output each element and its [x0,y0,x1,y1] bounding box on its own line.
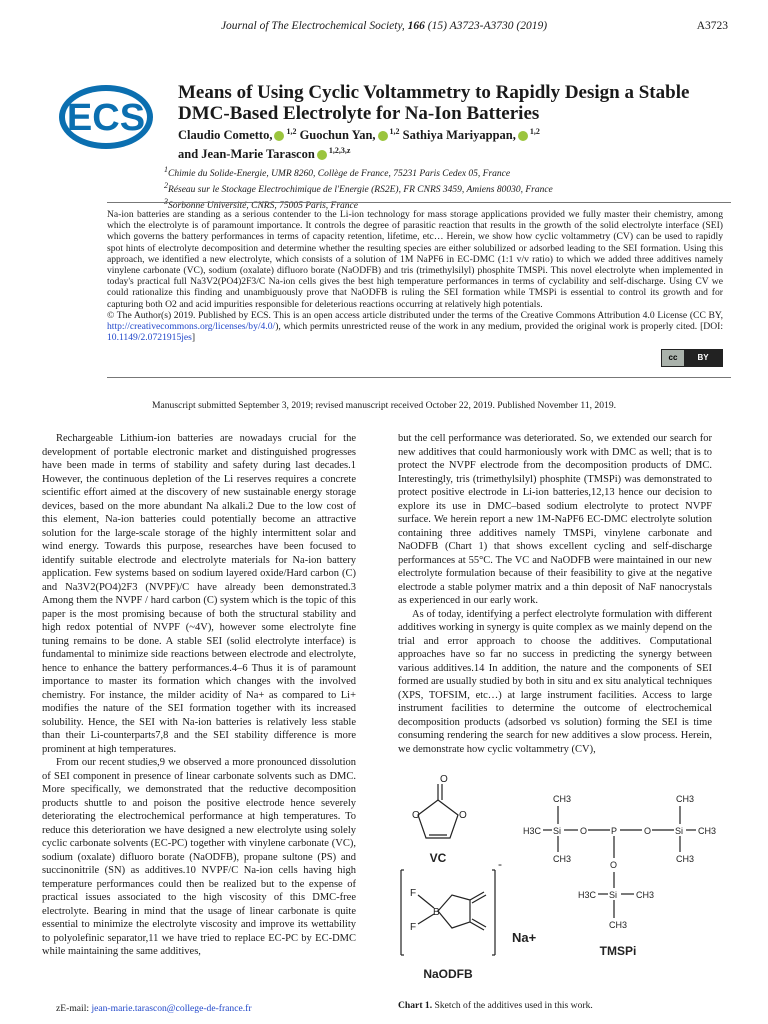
ecs-logo-text: ECS [66,97,146,139]
manuscript-dates: Manuscript submitted September 3, 2019; revised manuscript received October 22, 2019. Published November 11, 2019. [151,400,617,411]
author-3: Sathiya Mariyappan, [402,128,516,143]
figure-caption [398,1000,728,1011]
paragraph: Rechargeable Lithium-ion batteries are nowadays crucial for the development of portable electronic market and distinguished progresses have been made in terms of stability and safety during last decades.1 However, the continuous depletion of the Li reserves requires a concrete scientific effort aimed at the discovery of new sustainable energy storage devices, based on the more abundant Na alkali.2 Due to the low cost of this element, Na-ion batteries could potentially become an attractive solution for the large-scale storage of the highly intermittent solar and wind energy. Towards this purpose, researches have been focused to identify suitable electrode and electrolyte materials for Na-ion battery application. Few systems based on sodium layered oxide/Hard carbon (C) and Na3V2(PO4)2F3 (NVPF)/C have already been demonstrated.3 Among them the NVPF / hard carbon (C) system which is the topic of this paper is the most promising because of both the structural stability and high redox potential of NVPF (~4V), however some electrolyte fine tuning remains to be done. A stable SEI (solid electrolyte interface) is fundamental to minimize side reactions between electrode and electrolyte, hence to enhance the battery performances.4–6 Thus it is of paramount importance to master its formation which changes with the involved chemistry. For instance, the milder acidity of Na+ as compared to Li+ modifies the nature of the SEI formation together with its increased solubility. Hence, the SEI with Na-ion batteries is relatively less stable than their Li-counterparts7,8 and the SEI stability difference is more prominent at high temperatures. [42,433,356,755]
svg-text:CH3: CH3 [636,890,655,900]
svg-text:Si: Si [609,890,618,900]
svg-text:H3C: H3C [578,890,597,900]
svg-text:CH3: CH3 [609,920,628,930]
svg-text:CH3: CH3 [676,794,695,804]
paragraph: but the cell performance was deteriorated. So, we extended our search for new additives that could harmoniously work with DMC as well; that is to protect the NVPF electrode from the decomposition products of DMC. Interestingly, tris (trimethylsilyl) phosphite (TMSPi) was demonstrated to protect positive electrode in Li-ion batteries,12,13 hence our decision to explore its use in DMC–based sodium electrolyte to protect NVPF surface. We herein report a new 1M-NaPF6 EC-DMC electrolyte solution containing three additives namely TMSPi, vinylene carbonate and NaODFB (Chart 1) that shows excellent cycling and self-discharge performances at 55°C. The VC and NaODFB were maintained in our new electrolyte formulation because of their feasibility to give at the negative electrode a stable polymer matrix and a thin deposit of NaF nanocrystals as experienced in our early work. [398,433,712,606]
svg-text:O: O [580,826,588,836]
svg-text:CH3: CH3 [553,854,572,864]
body-column-left [42,432,356,959]
journal-name: Journal of The Electrochemical Society, [220,20,405,32]
svg-text:O: O [610,860,618,870]
author-2: Guochun Yan, [299,128,376,143]
naodfb-structure [401,857,537,981]
svg-text:O: O [644,826,652,836]
cc-icon: cc [662,350,684,366]
abstract-text: Na-ion batteries are standing as a serious contender to the Li-ion technology for mass storage applications provided we fully master their chemistry, among which the electrolyte is of paramount importance. It controls the degree of parasitic reaction that results in the growth of the solid electrolyte interface (SEI) which governs the battery performances in terms of capacity retention, lifetime, etc… Herein, we show how cyclic voltammetry (CV) can be used to rapidly spot hints of electrolyte decomposition and determine whether the resulting species are either solubilized or adsorbed leading to the SEI formation. Using this approach, we identified a new electrolyte, which consists of a solution of 1M NaPF6 in EC-DMC (1:1 v/v ratio) to which we added three additives namely vinylene carbonate (VC), sodium (oxalate) difluoro borate (NaODFB) and tris (trimethylsilyl) phosphite TMSPi. This novel electrolyte when implemented in today's practical full Na3V2(PO4)2F3/C Na-ion cells gives the best high temperature performances in terms of cyclability and self-discharge. Using CV we could rationalize this finding and unambiguously prove that NaODFB is ruling the SEI formation while TMSPi is essential to control its growth and for capturing both O2 and acid impurities responsible for deleterious reactions occurring at relatively high potentials. [107,209,723,310]
author-4: and Jean-Marie Tarascon [178,147,315,162]
svg-text:B: B [433,907,440,918]
svg-text:P: P [611,826,618,836]
svg-text:CH3: CH3 [698,826,717,836]
author-3-affil: 1,2 [529,127,540,136]
ecs-logo [56,82,156,152]
tmspi-label: TMSPi [599,944,637,958]
chart-1-structures [398,770,728,990]
svg-text:Si: Si [675,826,684,836]
svg-text:H3C: H3C [523,826,542,836]
doi-link[interactable]: 10.1149/2.0721915jes [107,332,192,344]
affiliation-2: $^2$Réseau sur le Stockage Electrochimique de l'Energie (RS2E), FR CNRS 3459, Amiens 80030, France [164,181,553,196]
orcid-icon[interactable] [274,131,284,141]
svg-text:CH3: CH3 [553,794,572,804]
affiliation-1: $^1$Chimie du Solide-Energie, UMR 8260, Collège de France, 75231 Paris Cedex 05, France [164,165,511,180]
author-4-affil: 1,2,3,z [328,146,351,156]
page-number: A3723 [696,20,728,32]
caption-label: Chart 1. [398,1000,433,1011]
svg-text:-: - [498,857,502,871]
cc-by-badge[interactable] [661,349,723,367]
affiliation-3: $^3$Sorbonne Université, CNRS, 75005 Paris, France [164,197,358,212]
svg-text:F: F [410,922,417,933]
svg-text:F: F [410,888,417,899]
by-icon: BY [684,350,722,366]
svg-text:CH3: CH3 [676,854,695,864]
abstract [107,202,731,378]
na-plus-label: Na+ [512,930,537,945]
orcid-icon[interactable] [317,150,327,160]
corresponding-email-footnote: zE-mail: jean-marie.tarascon@college-de-france.fr [56,1003,252,1014]
tmspi-structure [523,794,716,958]
journal-volume: 166 [407,20,425,32]
license-link[interactable]: http://creativecommons.org/licenses/by/4.0/ [107,321,276,333]
orcid-icon[interactable] [378,131,388,141]
svg-text:O: O [440,774,448,785]
paragraph: As of today, identifying a perfect electrolyte formulation with different additives working in synergy is quite complex as we mainly depend on the trial and error approach to choose the additives. Computational approaches have so far no success in predicting the synergy between various additives.14 In addition, the nature and the components of SEI formed are usually studied by both in situ and ex situ analytical techniques (XPS, TOFSIM, etc…) at large instrument facilities. Access to large instrument facilities to determine the outcome of electrochemical decomposition products (adsorbed vs solution) forming the SEI is time consuming rendering the search for new additives a slow process. Herein, we demonstrate how cyclic voltammetry (CV), [398,608,712,755]
email-link[interactable]: jean-marie.tarascon@college-de-france.fr [91,1003,252,1014]
author-2-affil: 1,2 [389,127,400,136]
author-1-affil: 1,2 [286,127,297,136]
vc-structure [412,774,467,865]
orcid-icon[interactable] [518,131,528,141]
svg-text:O: O [459,810,467,821]
author-1: Claudio Cometto, [178,128,273,143]
caption-text: Sketch of the additives used in this work. [434,1000,593,1011]
paragraph: From our recent studies,9 we observed a more pronounced dissolution of SEI component in presence of linear carbonate solvents such as DMC. More specifically, we demonstrated that the reductive decomposition products shuttle to and poison the positive electrode hence severely deteriorating the electrochemical performance at high temperatures. To reduce this deterioration we have designed a new electrolyte using solely cyclic carbonate solvents (EC-PC) together with vinylene carbonate (VC), sodium (oxalate) difluoro borate (NaODFB), propane sultone (PS) and succinonitrile (SN) as additives.10 NVPF/C Na-ion cells having high temperature performances could then be realized but to the expense of practical issues associated to the high viscosity of this DMC-free electrolyte. Bearing in mind that the usage of linear carbonate is quite essential to minimize the electrolyte viscosity and improve its wettability to polyolefinic separator,11 we have tried to replace EC-PC by EC-DMC while maintaining the same additives, [42,757,356,957]
body-column-right [398,432,712,756]
svg-text:O: O [412,810,420,821]
journal-citation [0,20,768,32]
svg-text:Si: Si [553,826,562,836]
journal-issue-pages: (15) A3723-A3730 (2019) [427,20,548,32]
vc-label: VC [429,851,447,865]
naodfb-label: NaODFB [423,967,473,981]
author-list [178,124,738,162]
paper-title: Means of Using Cyclic Voltammetry to Rapidly Design a Stable DMC-Based Electrolyte for Na-Ion Batteries [178,82,690,124]
license-text: © The Author(s) 2019. Published by ECS. This is an open access article distributed under the terms of the Creative Commons Attribution 4.0 License (CC BY, http://creativecommons.org/licenses/by/4.0/), which permits unrestricted reuse of the work in any medium, provided the original work is properly cited. [DOI: 10.1149/2.0721915jes] [107,309,723,344]
